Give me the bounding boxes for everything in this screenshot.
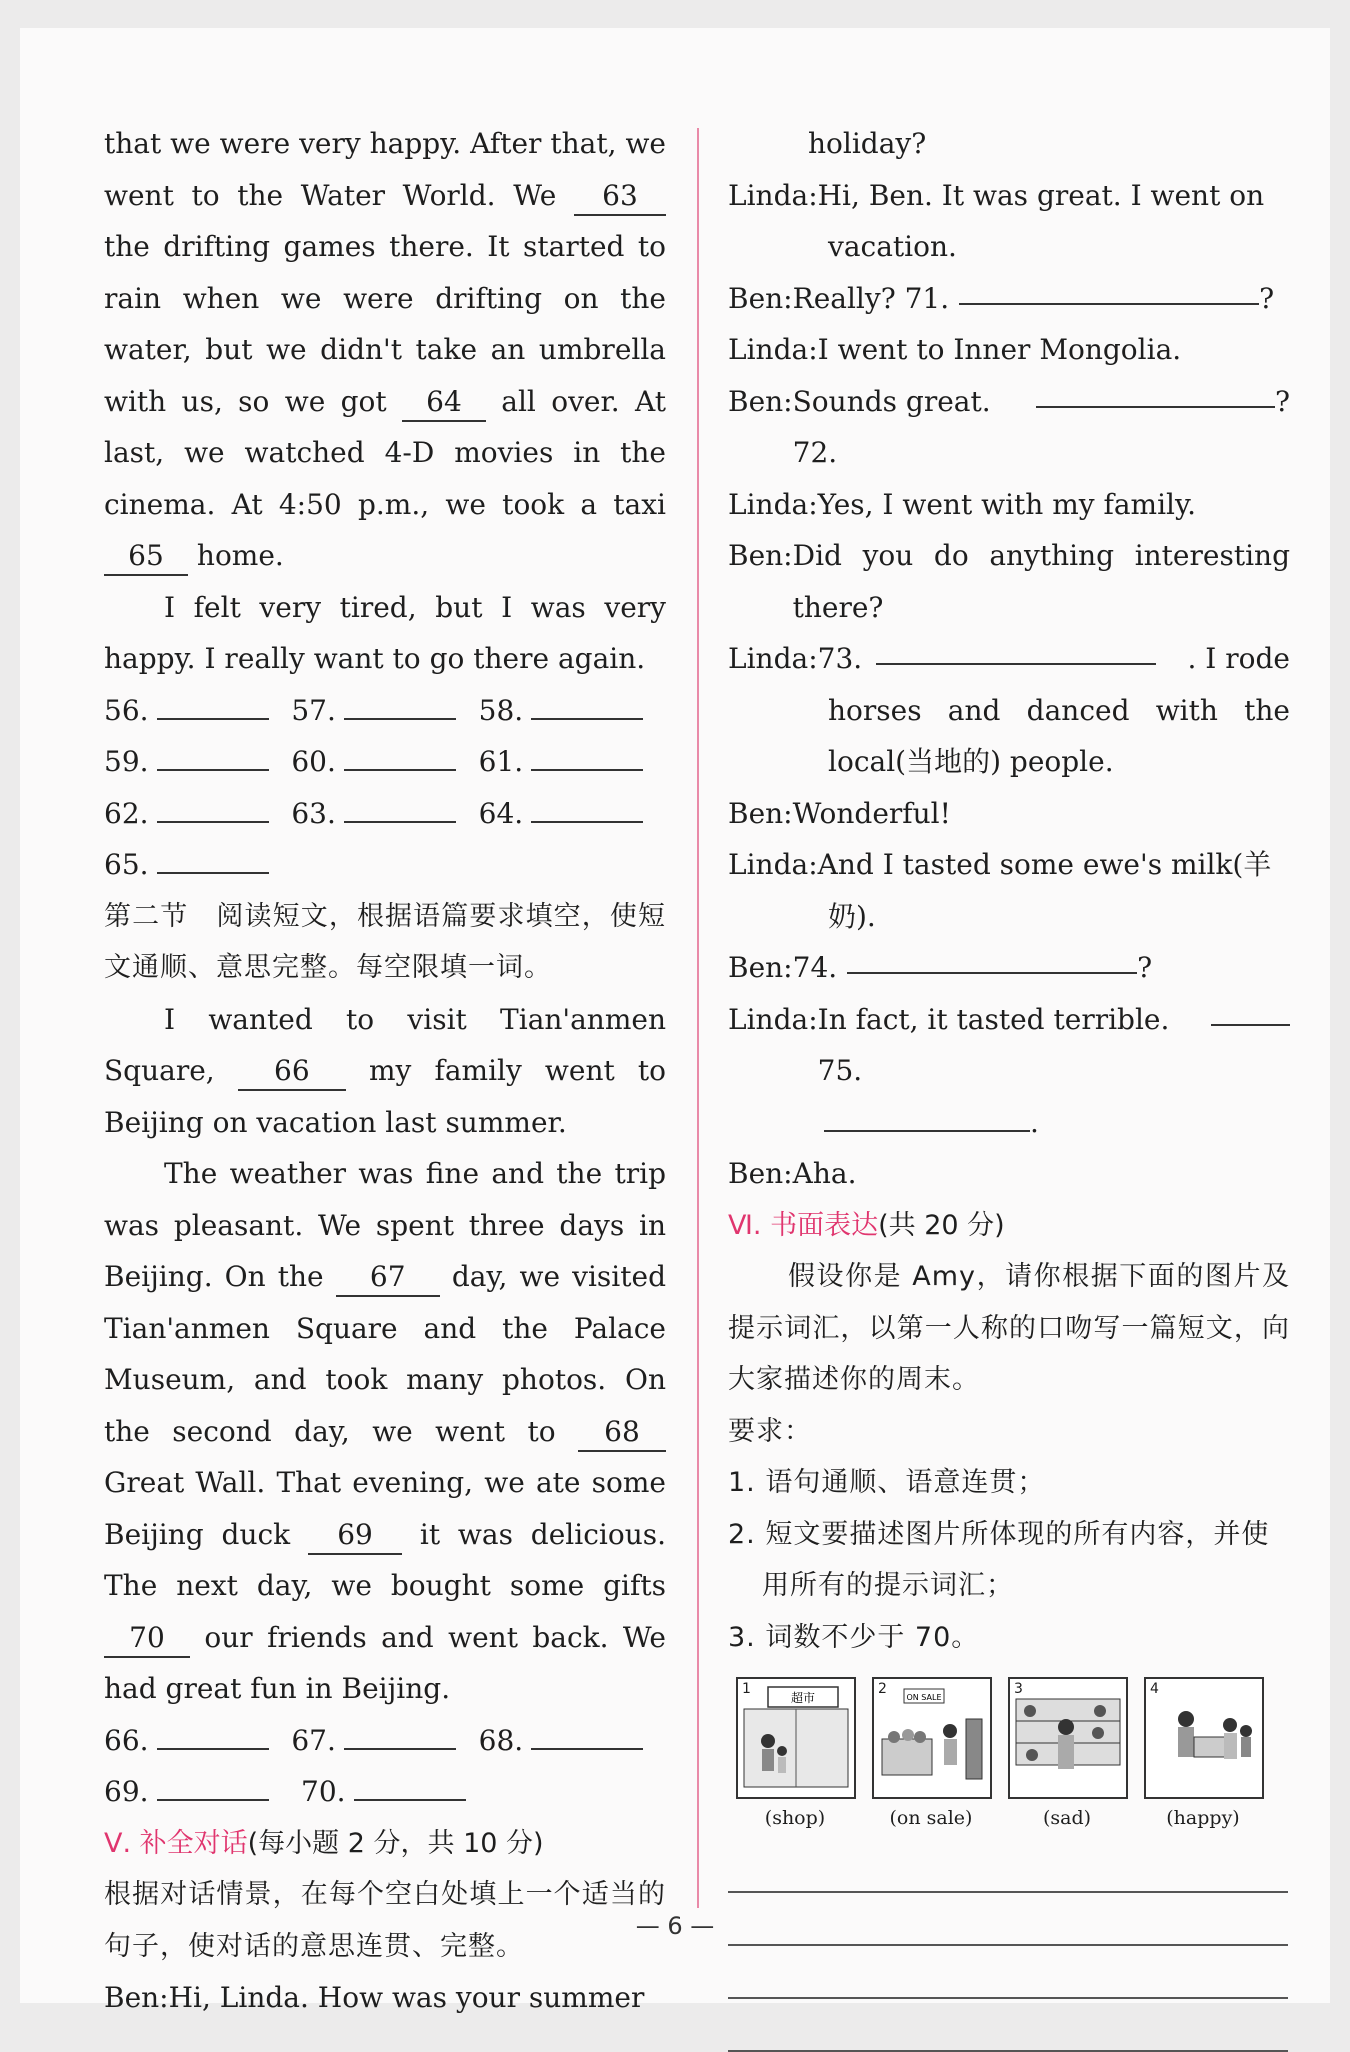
answer-blank-72[interactable] (1036, 376, 1275, 408)
text: the drifting games there. It started to rain when we were drifting on the water, but we didn't take an umbrella with us, so we got (104, 230, 666, 418)
answer-line-67[interactable] (344, 1718, 456, 1750)
sale-sign: ON SALE (906, 1693, 942, 1702)
section-6-score: (共 20 分) (878, 1209, 1005, 1241)
picture-frame (1144, 1677, 1264, 1799)
answer-row (104, 736, 666, 788)
text: day, we visited Tian'anmen Square and the Palace Museum, and took many photos. On the second day, we went to (104, 1260, 666, 1448)
answer-label: 63. (291, 796, 336, 830)
text: it was delicious. The next day, we bought some gifts (104, 1517, 667, 1602)
answer-line-61[interactable] (531, 739, 643, 771)
sale-illustration (874, 1679, 990, 1797)
answer-label: 69. (104, 1775, 149, 1808)
blank-66[interactable]: 66 (238, 1053, 346, 1091)
dialog-continuation: . (728, 1097, 1290, 1149)
shop-illustration (738, 1679, 854, 1797)
answer-row (104, 788, 666, 840)
answer-label: 60. (291, 745, 336, 778)
passage-paragraph-4 (104, 1148, 666, 1715)
text: Great Wall. That evening, we ate some Beijing duck (104, 1466, 666, 1551)
section-5-title: Ⅴ. 补全对话 (104, 1827, 248, 1859)
dialog-continuation: vacation. (828, 230, 957, 263)
dialog-line (728, 324, 1290, 376)
answer-label: 62. (104, 796, 149, 830)
text: that we were very happy. After that, we went to the Water World. We (104, 127, 666, 212)
dialog-continuation: horses and danced with the local(当地的) people. (828, 693, 1290, 778)
speaker-label: Linda: (728, 487, 818, 521)
dialog-line (728, 839, 1290, 891)
picture-frame (1008, 1677, 1128, 1799)
answer-line-70[interactable] (354, 1769, 466, 1801)
dialog-line (728, 170, 1290, 222)
section-5-heading (104, 1818, 666, 1870)
answer-label: 57. (291, 693, 336, 727)
picture-number: 1 (742, 1681, 751, 1697)
picture-prompt-shop (736, 1677, 854, 1829)
blank-63[interactable]: 63 (574, 178, 666, 216)
dialog-line (728, 479, 1290, 531)
left-column (104, 118, 666, 2024)
speaker-label: Ben: (728, 796, 793, 830)
dialog-text: 73. (817, 642, 863, 675)
answer-label: 64. (478, 796, 524, 830)
dialog-line (728, 376, 1290, 479)
requirement-2-cont: 用所有的提示词汇； (762, 1570, 1014, 1601)
speaker-label: Ben: (104, 1981, 169, 2014)
section-5-instruction: 根据对话情景，在每个空白处填上一个适当的句子，使对话的意思连贯、完整。 (104, 1879, 666, 1962)
blank-69[interactable]: 69 (308, 1517, 402, 1555)
answer-label: 61. (478, 745, 524, 778)
punctuation: ? (1137, 951, 1153, 984)
dialog-line (728, 273, 1290, 325)
dialog-text: I went to Inner Mongolia. (817, 333, 1182, 366)
blank-65[interactable]: 65 (104, 538, 188, 576)
dialog-text: And I tasted some ewe's milk(羊 (817, 848, 1272, 881)
section-6-instruction: 假设你是 Amy，请你根据下面的图片及提示词汇，以第一人称的口吻写一篇短文，向大家描述你的周末。 (728, 1261, 1290, 1395)
answer-line-62[interactable] (157, 791, 269, 823)
text: I wanted to visit Tian'anmen Square, (104, 1002, 666, 1087)
text: The weather was fine and the trip was pleasant. We spent three days in Beijing. On the (104, 1157, 666, 1293)
speaker-label: Ben: (728, 1157, 793, 1190)
dialog-text: Hi, Linda. How was your summer (168, 1981, 645, 2014)
picture-number: 4 (1150, 1681, 1159, 1697)
dialog-continuation: holiday? (808, 127, 927, 160)
blank-64[interactable]: 64 (402, 384, 486, 422)
text: all over. At last, we watched 4-D movies in the cinema. At 4:50 p.m., we took a taxi (104, 384, 666, 521)
dialog-text: . I rode (1187, 642, 1290, 675)
dialog-line (728, 788, 1290, 840)
text: my family went to Beijing on vacation last summer. (104, 1054, 667, 1139)
answer-line-68[interactable] (531, 1718, 643, 1750)
section-5-score: (每小题 2 分，共 10 分) (247, 1827, 544, 1859)
answer-blank-74[interactable] (847, 942, 1137, 974)
answer-row (104, 1766, 666, 1818)
dialog-line (728, 1148, 1290, 1200)
picture-caption: (shop) (764, 1807, 826, 1829)
dialog-continuation: 奶). (828, 899, 876, 933)
answer-line-60[interactable] (344, 739, 456, 771)
picture-prompt-happy (1144, 1677, 1262, 1829)
section-6-title: Ⅵ. 书面表达 (728, 1209, 879, 1241)
requirement-3: 3. 词数不少于 70。 (728, 1621, 980, 1653)
passage-paragraph-3 (104, 994, 666, 1149)
answer-blank-75-b[interactable] (824, 1100, 1030, 1132)
passage-paragraph-2: I felt very tired, but I was very happy. I really want to go there again. (104, 590, 666, 675)
punctuation: ? (1274, 384, 1290, 418)
sad-illustration (1010, 1679, 1126, 1797)
picture-number: 3 (1014, 1681, 1023, 1697)
speaker-label: Ben: (728, 384, 793, 418)
speaker-label: Ben: (728, 281, 793, 315)
section-6-heading (728, 1200, 1290, 1252)
picture-caption: (on sale) (889, 1807, 973, 1829)
picture-caption: (happy) (1166, 1807, 1240, 1829)
picture-number: 2 (878, 1681, 887, 1697)
requirements-title: 要求： (728, 1415, 812, 1447)
requirement-2: 2. 短文要描述图片所体现的所有内容，并使 (728, 1518, 1270, 1550)
dialog-text: Wonderful! (792, 796, 951, 830)
answer-label: 70. (301, 1775, 346, 1808)
dialog-line (728, 994, 1290, 1097)
dialog-text: Did you do anything interesting there? (792, 539, 1290, 624)
blank-68[interactable]: 68 (578, 1414, 666, 1452)
speaker-label: Linda: (728, 848, 818, 881)
answer-label: 65. (104, 848, 149, 881)
blank-67[interactable]: 67 (336, 1259, 440, 1297)
dialog-line (728, 942, 1290, 994)
answer-row (104, 839, 666, 891)
answer-line-65[interactable] (157, 842, 269, 874)
punctuation: ? (1259, 281, 1275, 315)
answer-line-59[interactable] (157, 739, 269, 771)
answer-line-56[interactable] (157, 688, 269, 720)
right-column (728, 118, 1290, 2052)
dialog-line (728, 530, 1290, 633)
answer-label: 58. (478, 693, 524, 727)
answer-label: 59. (104, 745, 149, 778)
dialog-text: Sounds great. 72. (792, 384, 991, 469)
blank-70[interactable]: 70 (104, 1620, 190, 1658)
picture-frame (872, 1677, 992, 1799)
picture-prompts (736, 1677, 1290, 1829)
answer-blank-75-a[interactable] (1211, 994, 1290, 1026)
writing-line[interactable] (728, 1944, 1288, 1946)
picture-frame (736, 1677, 856, 1799)
answer-row (104, 685, 666, 737)
section-2-instruction: 第二节 阅读短文，根据语篇要求填空，使短文通顺、意思完整。每空限填一词。 (104, 900, 666, 983)
answer-blank-73[interactable] (876, 633, 1156, 665)
column-divider (697, 128, 699, 1908)
answer-label: 67. (291, 1723, 336, 1757)
picture-caption: (sad) (1042, 1807, 1092, 1829)
speaker-label: Linda: (728, 1002, 818, 1036)
dialog-text: Really? 71. (792, 281, 950, 315)
dialog-text: Aha. (792, 1157, 857, 1190)
speaker-label: Linda: (728, 642, 818, 675)
answer-line-66[interactable] (157, 1718, 269, 1750)
answer-row (104, 1715, 666, 1767)
text: home. (196, 539, 284, 572)
speaker-label: Linda: (728, 178, 818, 212)
requirement-1: 1. 语句通顺、语意连贯； (728, 1467, 1046, 1498)
dialog-line (728, 633, 1290, 685)
dialog-text: In fact, it tasted terrible. 75. (817, 1002, 1170, 1087)
happy-illustration (1146, 1679, 1262, 1797)
shop-sign: 超市 (790, 1691, 816, 1705)
answer-line-64[interactable] (531, 791, 643, 823)
dialog-text: 74. (792, 951, 838, 984)
speaker-label: Ben: (728, 951, 793, 984)
answer-label: 68. (478, 1723, 524, 1757)
dialog-text: Hi, Ben. It was great. I went on (817, 178, 1265, 212)
answer-line-63[interactable] (344, 791, 456, 823)
page-number: — 6 — (635, 1912, 715, 1940)
text: our friends and went back. We had great fun in Beijing. (104, 1620, 666, 1705)
answer-line-69[interactable] (157, 1769, 269, 1801)
dialog-text: Yes, I went with my family. (817, 487, 1197, 521)
answer-label: 56. (104, 693, 149, 727)
speaker-label: Ben: (728, 539, 793, 572)
answer-line-58[interactable] (531, 688, 643, 720)
answer-line-57[interactable] (344, 688, 456, 720)
picture-prompt-on-sale (872, 1677, 990, 1829)
writing-line[interactable] (728, 1891, 1288, 1893)
picture-prompt-sad (1008, 1677, 1126, 1829)
speaker-label: Linda: (728, 333, 818, 366)
passage-paragraph-1 (104, 118, 666, 582)
dialog-line (104, 1972, 666, 2024)
answer-blank-71[interactable] (959, 273, 1259, 305)
writing-line[interactable] (728, 1997, 1288, 1999)
answer-label: 66. (104, 1723, 149, 1757)
